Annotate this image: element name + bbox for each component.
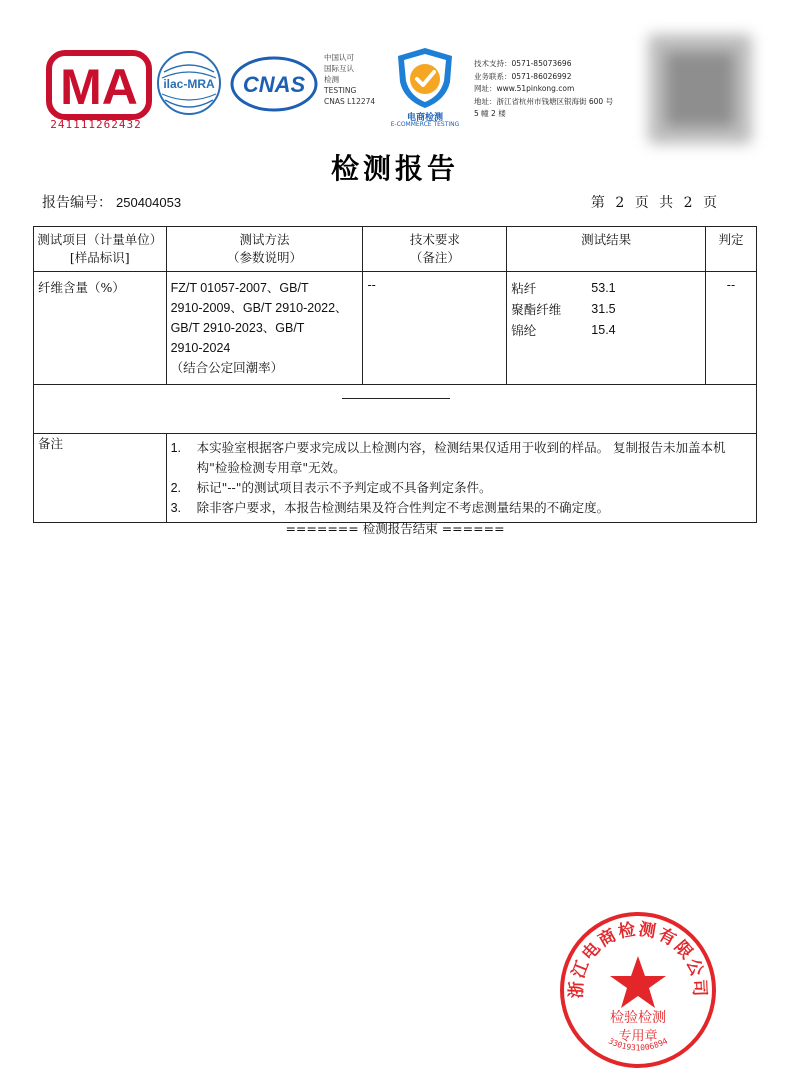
- contact-line: 地址：浙江省杭州市钱塘区银海街 600 号: [474, 96, 614, 106]
- cnas-accreditation-text: [324, 52, 375, 107]
- seal-purpose: 检验检测: [610, 1010, 666, 1026]
- method-line: 2910-2024: [170, 341, 231, 355]
- result-entry: [511, 278, 701, 299]
- method-line: 2910-2009、GB/T 2910-2022、: [170, 301, 348, 315]
- cma-number: 241111262432: [50, 118, 142, 131]
- header-result: 测试结果: [507, 227, 706, 272]
- cell-requirement: --: [363, 272, 507, 385]
- fiber-name: 粘纤: [511, 281, 537, 296]
- contact-line: 网址：www.51pinkong.com: [474, 84, 575, 93]
- seal-purpose-2: 专用章: [618, 1029, 658, 1044]
- fiber-name: 聚酯纤维: [511, 302, 562, 317]
- cell-result: [507, 272, 706, 385]
- page-title: 检测报告: [330, 152, 459, 185]
- divider-line: [342, 398, 450, 399]
- contact-line: 业务联系：0571-86026992: [474, 71, 572, 81]
- cell-test-item: 纤维含量（%）: [34, 272, 167, 385]
- header-requirement: 技术要求 （备注）: [363, 227, 507, 272]
- fiber-name: 锦纶: [511, 323, 537, 338]
- contact-info: [474, 58, 613, 121]
- cell-judgement: --: [705, 272, 756, 385]
- result-entry: [511, 320, 701, 341]
- table-row: [34, 272, 757, 385]
- remarks-cell: [166, 434, 756, 523]
- ilac-mra-text: ilac-MRA: [163, 77, 215, 91]
- blank-cell: [34, 385, 757, 434]
- cnas-text-line: 国际互认: [324, 64, 354, 73]
- cma-logo-text: MA: [60, 59, 138, 115]
- remark-item: [171, 438, 752, 478]
- cell-test-method: [166, 272, 363, 385]
- remarks-label: 备注: [34, 434, 167, 523]
- fiber-value: 15.4: [591, 323, 616, 337]
- table-header-row: [34, 227, 757, 272]
- header-test-item: 测试项目（计量单位） [样品标识]: [34, 227, 167, 272]
- report-number-value: 250404053: [116, 195, 182, 210]
- cnas-text-line: TESTING: [324, 86, 357, 95]
- cnas-text-line: 检测: [324, 75, 339, 84]
- page-info: 第 2 页 共 2 页: [590, 195, 720, 211]
- header-test-method: 测试方法 （参数说明）: [166, 227, 363, 272]
- cnas-logo-text: CNAS: [242, 72, 306, 97]
- fiber-value: 53.1: [591, 281, 616, 295]
- result-entry: [511, 299, 701, 320]
- cnas-text-line: 中国认可: [324, 53, 354, 62]
- star-icon: [610, 956, 666, 1008]
- cma-logo: [46, 50, 152, 120]
- company-seal-stamp: [558, 910, 718, 1070]
- remark-number: 2.: [170, 481, 182, 495]
- method-note: （结合公定回潮率）: [170, 360, 284, 375]
- method-line: GB/T 2910-2023、GB/T: [170, 321, 305, 335]
- report-number-label: 报告编号：: [42, 195, 112, 211]
- report-number: [42, 192, 181, 212]
- seal-company-name: 浙江电商检测有限公司: [566, 919, 710, 999]
- header-logos: [40, 40, 780, 140]
- table-spacer-row: [34, 385, 757, 434]
- remark-item: [171, 478, 752, 498]
- results-table: [33, 226, 757, 523]
- method-line: FZ/T 01057-2007、GB/T: [170, 281, 309, 295]
- remark-text: 标记"--"的测试项目表示不予判定或不具备判定条件。: [196, 480, 492, 495]
- remark-text: 除非客户要求，本报告检测结果及符合性判定不考虑测量结果的不确定度。: [196, 500, 610, 515]
- remark-number: 1.: [170, 441, 182, 455]
- seal-number: 3301931006894: [606, 1036, 670, 1053]
- shield-check-icon: [390, 46, 460, 110]
- fiber-value: 31.5: [591, 302, 616, 316]
- header-judgement: 判定: [705, 227, 756, 272]
- report-end-marker: ======= 检测报告结束 ======: [285, 521, 505, 536]
- remark-text: 本实验室根据客户要求完成以上检测内容，检测结果仅适用于收到的样品。 复制报告未加盖本机构"检验检测专用章"无效。: [196, 440, 726, 475]
- blurred-qr-code: [648, 34, 752, 144]
- cnas-text-line: CNAS L12274: [324, 97, 376, 106]
- remarks-row: [34, 434, 757, 523]
- lab-badge-sub: E-COMMERCE TESTING: [390, 121, 460, 128]
- lab-badge-name: 电商检测: [406, 113, 443, 123]
- remark-item: [171, 498, 752, 518]
- ilac-mra-logo: [156, 50, 222, 116]
- contact-line: 5 幢 2 楼: [474, 109, 506, 118]
- contact-line: 技术支持：0571-85073696: [474, 59, 572, 68]
- remark-number: 3.: [170, 501, 182, 515]
- cnas-logo: [230, 56, 318, 112]
